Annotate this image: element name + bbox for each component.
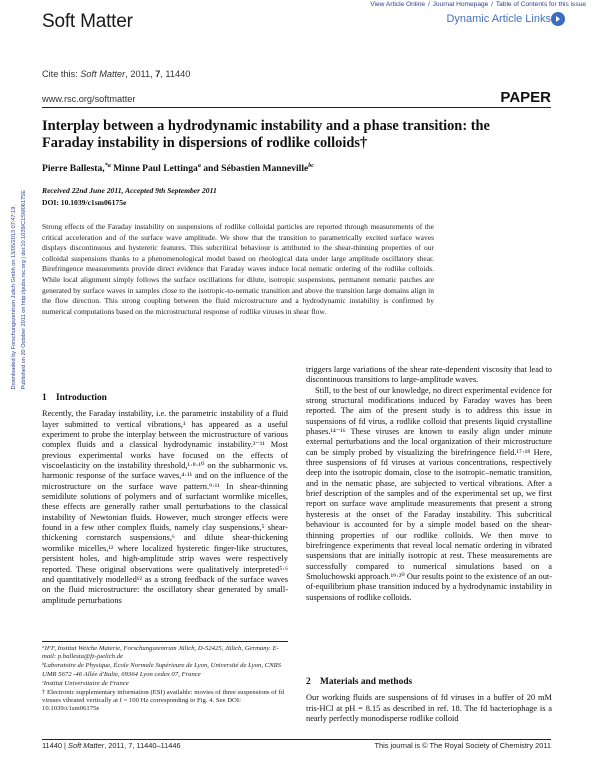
right-column: [306, 365, 552, 603]
section-1-title: Introduction: [56, 393, 107, 403]
affiliation-b: ᵇLaboratoire de Physique, École Normale Supérieure de Lyon, Université de Lyon, CNRS UMR 5672 -46 Allée d'Italie, 69364 Lyon cedex 07, France: [42, 662, 282, 678]
author-1: Pierre Ballesta,: [42, 163, 105, 175]
side-note-line-1: Downloaded by Forschungszentrum Julich Gmbh on 13/05/2013 07:47:19.: [10, 205, 17, 390]
author-2-affil: a: [197, 163, 201, 169]
cite-year: , 2011,: [125, 69, 156, 79]
footer-page: 11440 |: [42, 741, 69, 750]
cite-prefix: Cite this:: [42, 69, 81, 79]
article-title: Interplay between a hydrodynamic instability and a phase transition: the Faraday instability in dispersions of rodlike colloids†: [42, 118, 490, 151]
author-2: Minne Paul Lettinga: [110, 163, 198, 175]
view-article-online-link[interactable]: View Article Online: [370, 1, 426, 8]
table-of-contents-link[interactable]: Table of Contents for this issue: [495, 1, 586, 8]
dynamic-article-links[interactable]: Dynamic Article Links: [446, 13, 551, 25]
download-side-note: [6, 190, 32, 520]
footer-pages: , 2011, 7, 11440–11446: [104, 741, 181, 750]
intro-paragraph-1: Recently, the Faraday instability, i.e. the parametric instability of a fluid layer submitted to vertical vibrations,¹ has appeared as a useful experiment to probe the interplay between the microstructure of various complex fluids and a classical hydrodynamic instability.²⁻¹¹ Most previous experimental works have focused on the effects of viscoelasticity on the instability threshold,¹·⁸·¹⁰ on the subharmonic vs. harmonic response of the surface waves,⁴·¹¹ and on the influence of the microstructure on the surface wave pattern.⁹·¹¹ In shear-thinning semidilute solutions of polymers and of surfactant wormlike micelles, these effects are generally rather small perturbations to the classical instability of Newtonian fluids. However, much stronger effects were found in a few other complex fluids, namely clay suspensions,⁵ shear-thickening cornstarch suspensions,⁶ and dilute shear-thickening wormlike micelles,¹² where localized hysteretic finger-like structures, persistent holes, and high-amplitude strip waves were respectively reported. These original observations were qualitatively interpreted⁵·⁶ and quantitatively modelled¹² as a strong feedback of the surface waves on the fluid microstructure: the oscillatory shear generated by small-amplitude perturbations: [42, 409, 288, 605]
author-3: and Sébastien Manneville: [200, 163, 309, 175]
esi-note: † Electronic supplementary information (ESI) available: movies of three suspensions of fd viruses vibrated vertically at f = 100 Hz corresponding to Fig. 4. See DOI: 10.1039/c1sm06175e: [42, 689, 284, 713]
journal-title: Soft Matter: [42, 11, 133, 32]
section-2-number: 2: [306, 677, 311, 687]
affiliation-c: ᶜInstitut Universitaire de France: [42, 679, 129, 687]
citation-line: [42, 69, 190, 79]
methods-paragraph-1: Our working fluids are suspensions of fd viruses in a buffer of 20 mM tris-HCl at pH = 8.15 as described in ref. 18. The fd bacteriophage is a nearly perfectly monodisperse rodlike colloid: [306, 693, 552, 724]
footer-citation: [42, 741, 181, 750]
abstract: Strong effects of the Faraday instability on suspensions of rodlike colloidal particles are reported through measurements of the critical acceleration and of the surface wave amplitude. We show that the transition to parametrically excited surface waves displays discontinuous and hysteretic features. This subcritical behaviour is attributed to the shear-thinning properties of our colloidal suspensions thanks to a phenomenological model based on rheological data under large amplitude oscillatory shear. Birefringence measurements provide direct evidence that Faraday waves induce local nematic ordering of the rodlike colloids. While local alignment simply follows the surface oscillations for dilute, isotropic suspensions, permanent nematic patches are generated by surface waves in samples close to the isotropic-to-nematic transition and above the transition large domains align in the flow direction. This strong coupling between the fluid microstructure and a hydrodynamic instability is confirmed by numerical computations based on the microstructural response of rodlike viruses in shear flow.: [42, 222, 434, 316]
article-type: PAPER: [500, 89, 551, 106]
header-rule: [42, 107, 551, 108]
footer-copyright: This journal is © The Royal Society of Chemistry 2011: [374, 741, 551, 750]
dynamic-links-arrow-icon[interactable]: [551, 12, 565, 26]
affiliation-a: ᵃIFF, Institut Weiche Materie, Forschungszentrum Jülich, D-52425, Jülich, Germany. E-mail: p.ballesta@fz-juelich.de: [42, 645, 279, 661]
journal-homepage-link[interactable]: Journal Homepage: [432, 1, 489, 8]
footer-journal: Soft Matter: [68, 741, 105, 750]
cite-pages: , 11440: [160, 69, 191, 79]
intro-paragraph-3: Still, to the best of our knowledge, no direct experimental evidence for strong structural modifications induced by Faraday waves has been reported. The aim of the present study is to address this issue in suspensions of fd virus, a rodlike colloid that presents liquid crystalline phases.¹⁴⁻¹⁶ These viruses are known to easily align under minute external perturbations and the local organization of their microstructure can be simply probed by visualizing the birefringence field.¹⁷·¹⁸ Here, three suspensions of fd viruses at various concentrations, respectively deep into the isotropic domain, close to the isotropic–nematic transition, and in the nematic phase, are subjected to vertical vibrations. After a brief description of the samples and of the experimental set up, we first report on surface wave amplitude measurements that present a strong hysteresis at the onset of the Faraday instability. This subcritical behaviour is accounted for by a simple model based on the shear-thinning properties of our rodlike colloids. We then move to birefringence experiments that reveal local nematic ordering in vibrated suspensions that are initially isotropic at rest. These measurements are successfully compared to numerical simulations based on a Smoluchowski approach.¹⁹·²⁰ Our results point to the existence of an out-of-equilibrium phase transition induced by a hydrodynamic instability in suspensions of rodlike colloids.: [306, 385, 552, 602]
journal-url[interactable]: www.rsc.org/softmatter: [42, 94, 136, 104]
author-3-affil: bc: [308, 163, 314, 169]
top-links: View Article Online / Journal Homepage / Table of Contents for this issue: [370, 1, 586, 8]
cite-volume: 7: [155, 69, 161, 79]
section-1-number: 1: [42, 393, 47, 403]
section-1-heading: [42, 393, 288, 403]
article-doi[interactable]: DOI: 10.1039/c1sm06175e: [42, 198, 127, 207]
section-2-title: Materials and methods: [320, 677, 413, 687]
cite-journal: Soft Matter: [80, 69, 126, 79]
left-column: [42, 393, 288, 606]
intro-paragraph-2: triggers large variations of the shear rate-dependent viscosity that lead to discontinuous transitions to large-amplitude waves.: [306, 365, 552, 385]
section-2: [306, 677, 552, 724]
received-date: Received 22nd June 2011, Accepted 9th September 2011: [42, 186, 217, 195]
affiliations: [42, 645, 288, 715]
author-1-affil: *a: [104, 163, 111, 169]
affiliation-rule: [42, 641, 288, 642]
author-list: [42, 163, 314, 174]
footer-rule: [42, 739, 551, 740]
side-note-line-2[interactable]: Published on 20 October 2011 on http://pubs.rsc.org | doi:10.1039/C1SM06175E: [20, 190, 27, 390]
section-2-heading: [306, 677, 552, 687]
